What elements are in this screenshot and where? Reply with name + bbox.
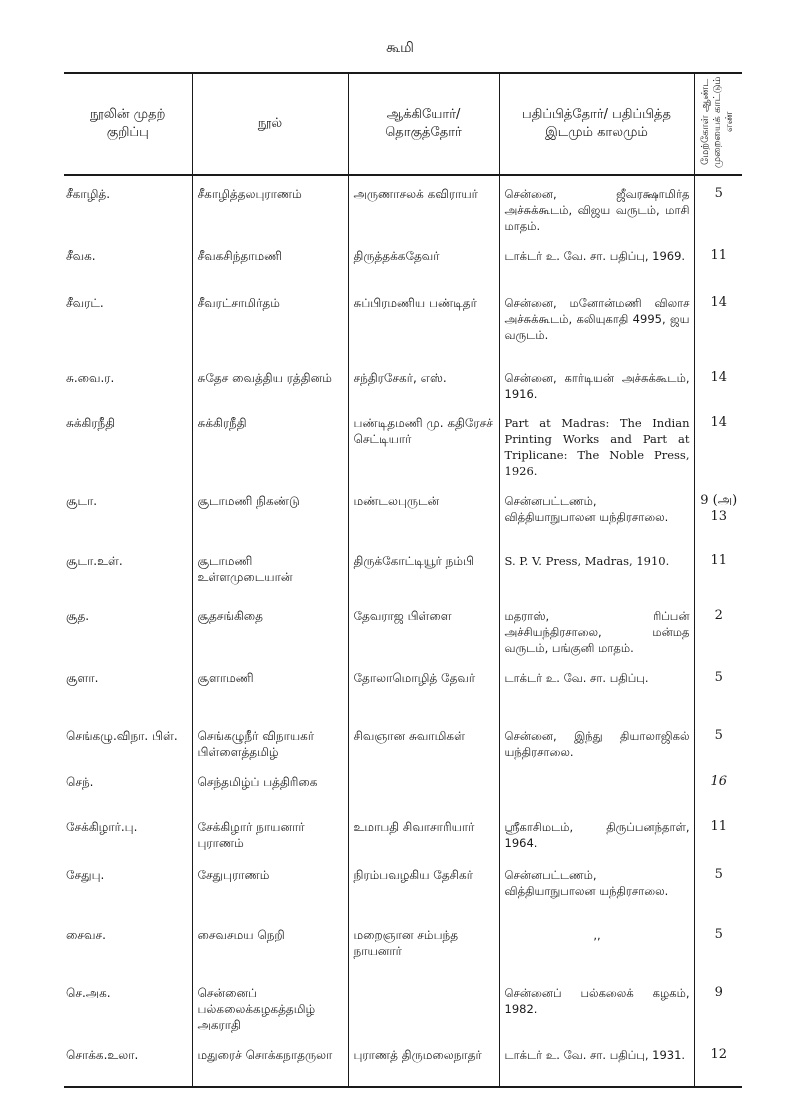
cell-book: சைவசமய நெறி <box>192 917 348 975</box>
cell-reference: 11 <box>694 238 742 285</box>
cell-book: சூடாமணி உள்ளமுடையான் <box>192 543 348 598</box>
cell-reference: 9 (அ) 13 <box>694 483 742 543</box>
table-row <box>64 598 742 660</box>
cell-abbreviation: சைவச. <box>66 928 106 942</box>
cell-reference: 5 <box>694 917 742 975</box>
cell-abbreviation: சீகாழித். <box>66 187 111 201</box>
cell-author: நிரம்பவழகிய தேசிகர் <box>348 857 499 917</box>
cell-book: சேக்கிழார் நாயனார் புராணம் <box>192 809 348 857</box>
cell-abbreviation: சொக்க.உலா. <box>64 1037 192 1087</box>
cell-reference: 14 <box>694 405 742 483</box>
table-row <box>64 405 742 483</box>
cell-author <box>348 975 499 1037</box>
table-header <box>64 73 742 175</box>
cell-abbreviation: சேதுபு. <box>66 868 105 882</box>
cell-book: செந்தமிழ்ப் பத்திரிகை <box>192 764 348 809</box>
cell-abbreviation: சேக்கிழார்.பு. <box>66 820 138 834</box>
bibliography-table <box>64 72 742 1088</box>
cell-abbreviation: சூத. <box>66 609 90 623</box>
cell-publisher: S. P. V. Press, Madras, 1910. <box>499 543 694 598</box>
table-row <box>64 238 742 285</box>
cell-reference: 11 <box>694 809 742 857</box>
cell-publisher: சென்னை, இந்து தியாலாஜிகல் யந்திரசாலை. <box>499 718 694 764</box>
cell-reference: 5 <box>694 175 742 238</box>
cell-publisher: டாக்டர் உ. வே. சா. பதிப்பு. <box>499 660 694 718</box>
cell-book: சீவரட்சாமிர்தம் <box>192 285 348 360</box>
cell-abbreviation: சுக்கிரநீதி <box>66 416 116 430</box>
cell-reference: 12 <box>694 1037 742 1087</box>
table-row <box>64 175 742 238</box>
cell-author: உமாபதி சிவாசாரியார் <box>348 809 499 857</box>
cell-book: சீகாழித்தலபுராணம் <box>192 175 348 238</box>
table-row <box>64 543 742 598</box>
cell-author: சுப்பிரமணிய பண்டிதர் <box>348 285 499 360</box>
table-row <box>64 809 742 857</box>
cell-author: திருக்கோட்டியூர் நம்பி <box>348 543 499 598</box>
cell-book: சூடாமணி நிகண்டு <box>192 483 348 543</box>
cell-book: சூதசங்கிதை <box>192 598 348 660</box>
cell-book: சென்னைப் பல்கலைக்கழகத்தமிழ் அகராதி <box>192 975 348 1037</box>
header-publisher: பதிப்பித்தோர்/ பதிப்பித்த இடமும் காலமும் <box>499 73 694 175</box>
table-row <box>64 917 742 975</box>
cell-publisher: சென்னை, கார்டியன் அச்சுக்கூடம், 1916. <box>499 360 694 405</box>
table-row <box>64 975 742 1037</box>
table-row <box>64 660 742 718</box>
cell-author: பண்டிதமணி மு. கதிரேசச் செட்டியார் <box>348 405 499 483</box>
table-row <box>64 483 742 543</box>
cell-author: அருணாசலக் கவிராயர் <box>348 175 499 238</box>
cell-reference: 5 <box>694 857 742 917</box>
cell-publisher: சென்னபட்டணம், வித்தியாநுபாலன யந்திரசாலை. <box>499 483 694 543</box>
table-row <box>64 857 742 917</box>
cell-author: மண்டலபுருடன் <box>348 483 499 543</box>
cell-book: செங்கழுநீர் விநாயகர் பிள்ளைத்தமிழ் <box>192 718 348 764</box>
cell-reference: 16 <box>694 764 742 809</box>
cell-reference: 14 <box>694 285 742 360</box>
cell-publisher <box>499 764 694 809</box>
cell-abbreviation: சூளா. <box>66 671 99 685</box>
cell-book: சேதுபுராணம் <box>192 857 348 917</box>
cell-abbreviation: சீவக. <box>66 249 96 263</box>
cell-publisher: மதராஸ், ரிப்பன் அச்சியந்திரசாலை, மன்மத வருடம், பங்குனி மாதம். <box>499 598 694 660</box>
cell-reference: 2 <box>694 598 742 660</box>
cell-publisher: சென்னை, மனோன்மணி விலாச அச்சுக்கூடம், கலியுகாதி 4995, ஜய வருடம். <box>499 285 694 360</box>
cell-reference: 14 <box>694 360 742 405</box>
cell-abbreviation: சீவரட். <box>66 296 104 310</box>
cell-book: சுதேச வைத்திய ரத்தினம் <box>192 360 348 405</box>
cell-abbreviation: சூடா.உள். <box>66 554 123 568</box>
cell-book: மதுரைச் சொக்கநாதருலா <box>192 1037 348 1087</box>
header-abbreviation: நூலின் முதற் குறிப்பு <box>64 73 192 175</box>
cell-author: தேவராஜ பிள்ளை <box>348 598 499 660</box>
cell-abbreviation: சு.வை.ர. <box>66 371 115 385</box>
cell-publisher: சென்னை, ஜீவரக்ஷாமிர்த அச்சுக்கூடம், விஜய வருடம், மாசி மாதம். <box>499 175 694 238</box>
cell-book: சீவகசிந்தாமணி <box>192 238 348 285</box>
table-row <box>64 718 742 764</box>
table-row <box>64 360 742 405</box>
page-number: கூமி <box>386 40 414 56</box>
header-author: ஆக்கியோர்/ தொகுத்தோர் <box>348 73 499 175</box>
table-body <box>64 175 742 1087</box>
cell-book: சூளாமணி <box>192 660 348 718</box>
cell-reference: 9 <box>694 975 742 1037</box>
cell-book: சுக்கிரநீதி <box>192 405 348 483</box>
header-reference-number <box>694 73 742 175</box>
cell-author: திருத்தக்கதேவர் <box>348 238 499 285</box>
cell-author: சந்திரசேகர், எஸ். <box>348 360 499 405</box>
cell-abbreviation: செங்கழு.விநா. பிள். <box>66 729 178 743</box>
cell-abbreviation: செந். <box>66 775 94 789</box>
cell-author: சிவஞான சுவாமிகள் <box>348 718 499 764</box>
cell-reference: 11 <box>694 543 742 598</box>
cell-publisher: சென்னபட்டணம், வித்தியாநுபாலன யந்திரசாலை. <box>499 857 694 917</box>
cell-publisher: டாக்டர் உ. வே. சா. பதிப்பு, 1931. <box>499 1037 694 1087</box>
cell-publisher: சென்னைப் பல்கலைக் கழகம், 1982. <box>499 975 694 1037</box>
cell-publisher: Part at Madras: The Indian Printing Works and Part at Triplicane: The Noble Press, 1926. <box>499 405 694 483</box>
cell-author: மறைஞான சம்பந்த நாயனார் <box>348 917 499 975</box>
header-book: நூல் <box>192 73 348 175</box>
cell-abbreviation: செ.அக. <box>66 986 111 1000</box>
cell-author <box>348 764 499 809</box>
cell-author: தோலாமொழித் தேவர் <box>348 660 499 718</box>
cell-publisher: ,, <box>499 917 694 975</box>
cell-reference: 5 <box>694 660 742 718</box>
cell-publisher: ஸ்ரீகாசிமடம், திருப்பனந்தாள், 1964. <box>499 809 694 857</box>
cell-publisher: டாக்டர் உ. வே. சா. பதிப்பு, 1969. <box>499 238 694 285</box>
cell-abbreviation: சூடா. <box>66 494 98 508</box>
cell-author: புராணத் திருமலைநாதர் <box>348 1037 499 1087</box>
header-reference-number-text: மேற்கோள் ஆண்ட முறையைக் காட்டும் எண் <box>700 76 736 168</box>
table-row <box>64 285 742 360</box>
table-row <box>64 764 742 809</box>
cell-reference: 5 <box>694 718 742 764</box>
table-row <box>64 1037 742 1087</box>
